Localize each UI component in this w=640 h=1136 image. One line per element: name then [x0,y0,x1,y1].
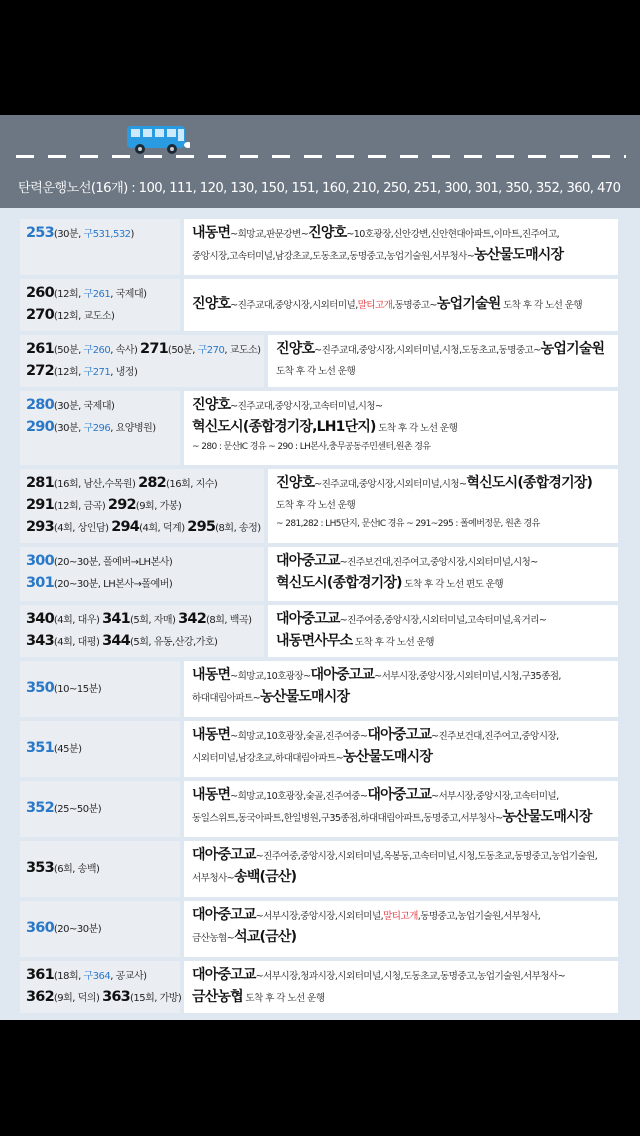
left-line [26,573,260,595]
left-line [26,361,260,383]
header-banner [0,115,640,208]
route-text: 농산물도매시장 [260,689,350,705]
route-path-cell [268,547,618,601]
route-text: , 속사) [110,345,141,356]
route-row [20,721,618,777]
route-numbers-cell [20,961,180,1013]
route-number: 294 [111,519,140,535]
left-line [26,473,260,495]
route-number: 343 [26,633,54,649]
route-text: 도착 후 각 노선 운행 [352,637,434,648]
route-numbers-cell [20,279,180,331]
right-line [192,245,614,267]
route-number: 360 [26,920,54,936]
route-numbers-cell [20,391,180,465]
route-path-cell [184,279,618,331]
route-text: 대아중고교 [192,907,256,923]
route-path-cell [184,901,618,957]
route-text: (45분) [53,744,82,755]
route-text: ~희망교,10호광장,숯골,진주여중~ [230,731,368,742]
route-number: 261 [26,341,54,357]
route-text: 진양호 [192,296,231,312]
route-text: 중앙시장,고속터미널,남강초교,도동초교,동명중고,농업기술원,서부청사~ [192,251,475,262]
route-text: (18회, [53,971,84,982]
left-line [26,987,182,1009]
route-text: 시외터미널,남강초교,하대대림아파트~ [192,753,344,764]
bus-route-poster [0,115,640,1020]
route-text: 동일스위트,동국아파트,한일병원,구35종점,하대대림아파트,동명중고,서부청사~ [192,813,503,824]
route-text: (16회, 남산,수목원) [53,479,139,490]
right-line [192,867,614,889]
route-text: , 교도소) [224,345,261,356]
route-text: , 공교사) [110,971,147,982]
route-number: 260 [26,285,54,301]
route-text: 진양호 [276,341,315,357]
route-text: (8회, 백곡) [206,615,252,626]
right-line [276,573,614,595]
right-line [192,665,614,687]
left-line [26,395,176,417]
right-line [192,927,614,949]
route-text: 하대대림아파트~ [192,693,261,704]
route-path-cell [184,661,618,717]
route-text: (15회, 가방) [129,993,182,1004]
route-text: 혁신도시(종합경기장) [276,575,402,591]
right-line [192,294,614,316]
left-line [26,495,260,517]
left-line [26,339,260,361]
route-text: ~진주교대,중앙시장,시외터미널,시청~ [314,479,467,490]
route-number: 292 [107,497,136,513]
left-line [26,417,176,439]
route-number: 342 [178,611,206,627]
route-table [20,219,618,1017]
route-number: 270 [26,307,54,323]
route-text: 내동면 [192,667,231,683]
route-numbers-cell [20,605,264,657]
route-text: ~서부시장,중앙시장,시외터미널,시청,구35종점, [374,671,561,682]
left-line [26,305,176,327]
route-text: 혁신도시(종합경기장) [466,475,593,491]
route-number: 351 [26,740,54,756]
route-text: ~진주여중,중앙시장,시외터미널,고속터미널,육거리~ [339,615,547,626]
route-number: 362 [26,989,54,1005]
route-number: 253 [26,225,54,241]
right-line [192,905,614,927]
route-text: 도착 후 각 노선 운행 [375,423,458,434]
route-text: 서부청사~ [192,873,235,884]
route-text: (4회, 상인담) [53,523,112,534]
route-text: , 냉정) [110,367,138,378]
right-line [192,395,614,417]
route-numbers-cell [20,661,180,717]
route-text: 대아중고교 [192,967,256,983]
right-line [192,725,614,747]
route-number: 293 [26,519,54,535]
right-line [276,339,614,361]
left-line [26,223,176,245]
route-text: 대아중고교 [367,787,432,803]
route-text: (9회, 가봉) [135,501,182,512]
route-text: (20~30분, 폴예버→LH본사) [53,557,173,568]
route-text: 도착 후 각 노선 운행 [276,500,356,511]
route-number: 290 [26,419,54,435]
route-text: 농산물도매시장 [474,247,564,263]
flexible-routes-list: 탄력운행노선(16개) : 100, 111, 120, 130, 150, 151, 160, 210, 250, 251, 300, 301, 350, 352, 360, 470 [18,181,621,196]
route-number: 344 [102,633,130,649]
route-text: , 요양병원) [110,423,156,434]
route-row [20,469,618,543]
route-row [20,605,618,657]
route-text: ~진주교대,중앙시장,시외터미널,시청,도동초교,동명중고~ [314,345,541,356]
route-text: 석교(금산) [234,929,297,945]
route-text: 농산물도매시장 [502,809,592,825]
left-line [26,858,176,880]
route-text: ~진주여중,중앙시장,시외터미널,옥봉동,고속터미널,시청,도동초교,동명중고,농업기술원, [255,851,598,862]
right-line [192,439,614,456]
right-line [192,987,614,1009]
route-text: 대아중고교 [276,611,340,627]
left-line [26,609,260,631]
route-text: ~희망교,10호광장~ [230,671,311,682]
route-row [20,841,618,897]
route-text: 구531,532 [83,229,131,240]
route-text: (8회, 송정) [215,523,261,534]
route-text: (6회, 송백) [53,864,100,875]
route-numbers-cell [20,841,180,897]
route-text: (4회, 대평) [53,637,103,648]
right-line [192,965,614,987]
route-text: (5회, 자매) [129,615,179,626]
route-path-cell [184,721,618,777]
route-path-cell [268,469,618,543]
route-text: ~ 281,282 : LH5단지, 문산IC 경유 ~ 291~295 : 폴예버정문, 원촌 경유 [276,519,540,529]
route-text: (30분, [53,423,84,434]
route-path-cell [184,219,618,275]
route-text: (20~30분) [53,924,102,935]
route-text: ,동명중고~ [392,300,437,311]
route-numbers-cell [20,335,264,387]
route-text: ~진주교대,중앙시장,고속터미널,시청~ [230,401,383,412]
left-line [26,738,176,760]
route-numbers-cell [20,547,264,601]
route-number: 301 [26,575,54,591]
route-text: 대아중고교 [310,667,375,683]
route-row [20,219,618,275]
route-text: 구271 [83,367,111,378]
route-path-cell [268,605,618,657]
left-line [26,283,176,305]
route-text: (30분, [53,229,84,240]
left-line [26,517,260,539]
road-dashes [16,155,626,158]
route-number: 341 [102,611,130,627]
route-text: (25~50분) [53,804,102,815]
route-text: ~진주보건대,진주여고,중앙시장, [431,731,559,742]
route-row [20,901,618,957]
route-number: 280 [26,397,54,413]
route-text: 내동면 [192,225,231,241]
route-text: 대아중고교 [276,553,340,569]
route-text: ~진주교대,중앙시장,시외터미널, [230,300,358,311]
route-text: ~서부시장,중앙시장,시외터미널, [255,911,384,922]
route-text: ~서부시장,중앙시장,고속터미널, [431,791,559,802]
left-line [26,798,176,820]
route-text: 구364 [83,971,111,982]
bus-icon [126,125,190,155]
left-line [26,918,176,940]
route-text: ~희망교,판문강변~ [230,229,309,240]
route-path-cell [184,961,618,1013]
route-text: (12회, [53,289,84,300]
route-number: 271 [140,341,168,357]
left-line [26,965,176,987]
route-path-cell [184,781,618,837]
route-text: (10~15분) [53,684,102,695]
left-line [26,551,260,573]
right-line [192,785,614,807]
route-text: 금산농협 [192,989,243,1005]
route-text: 말티고개 [357,300,393,311]
route-text: 도착 후 각 노선 운행 [500,300,583,311]
route-number: 361 [26,967,54,983]
route-row [20,335,618,387]
route-text: 말티고개 [383,911,418,922]
route-text: 농업기술원 [540,341,605,357]
route-text: (20~30분, LH본사→폴예버) [53,579,173,590]
route-text: (50분, [167,345,198,356]
route-row [20,781,618,837]
route-text: ) [130,229,134,240]
right-line [276,609,614,631]
route-numbers-cell [20,469,264,543]
route-text: 대아중고교 [367,727,432,743]
route-numbers-cell [20,721,180,777]
route-text: ~ 280 : 문산IC 경유 ~ 290 : LH본사,충무공동주민센터,원촌 경유 [192,442,431,452]
route-text: (9회, 덕의) [53,993,103,1004]
route-path-cell [184,841,618,897]
right-line [276,473,614,495]
route-text: 혁신도시(종합경기장,LH1단지) [192,419,376,435]
route-number: 300 [26,553,54,569]
right-line [192,747,614,769]
route-row [20,391,618,465]
right-line [276,516,614,533]
route-text: 진양호 [308,225,347,241]
route-text: 구296 [83,423,111,434]
route-row [20,547,618,601]
right-line [276,551,614,573]
route-text: 진양호 [276,475,315,491]
route-text: 내동면 [192,727,231,743]
route-text: (30분, 국제대) [53,401,115,412]
route-text: ~진주보건대,진주여고,중앙시장,시외터미널,시청~ [339,557,538,568]
route-text: 구270 [197,345,225,356]
route-text: 도착 후 각 노선 운행 [276,366,356,377]
route-text: 구260 [83,345,111,356]
route-row [20,961,618,1013]
route-number: 281 [26,475,54,491]
route-path-cell [268,335,618,387]
route-text: (12회, [53,367,84,378]
route-text: (16회, 지수) [165,479,218,490]
route-numbers-cell [20,219,180,275]
route-number: 353 [26,860,54,876]
route-text: 내동면사무소 [276,633,353,649]
route-text: 진양호 [192,397,231,413]
route-text: 농산물도매시장 [343,749,433,765]
route-number: 350 [26,680,54,696]
route-text: 도착 후 각 노선 편도 운행 [401,579,504,590]
right-line [276,631,614,653]
route-text: (12회, 금곡) [53,501,108,512]
route-text: (12회, 교도소) [53,311,115,322]
route-text: (4회, 덕계) [139,523,188,534]
route-text: ,동명중고,농업기술원,서부청사, [417,911,541,922]
right-line [192,687,614,709]
route-text: 농업기술원 [436,296,501,312]
route-numbers-cell [20,901,180,957]
route-number: 340 [26,611,54,627]
route-number: 272 [26,363,54,379]
route-row [20,279,618,331]
route-row [20,661,618,717]
route-text: 금산농협~ [192,933,235,944]
route-text: , 국제대) [110,289,147,300]
route-number: 291 [26,497,54,513]
route-text: ~희망교,10호광장,숯골,진주여중~ [230,791,368,802]
route-text: 구261 [83,289,111,300]
route-text: (50분, [53,345,84,356]
route-text: (5회, 유동,산강,가호) [129,637,218,648]
route-text: ~서부시장,청과시장,시외터미널,시청,도동초교,동명중고,농업기술원,서부청사~ [255,971,566,982]
route-number: 295 [187,519,216,535]
route-text: ~10호광장,신안강변,신안현대아파트,이마트,진주여고, [346,229,560,240]
route-number: 363 [102,989,130,1005]
route-number: 352 [26,800,54,816]
left-line [26,678,176,700]
right-line [276,495,614,516]
right-line [276,361,614,382]
route-number: 282 [138,475,166,491]
route-text: 내동면 [192,787,231,803]
right-line [192,223,614,245]
right-line [192,845,614,867]
route-path-cell [184,391,618,465]
route-text: 도착 후 각 노선 운행 [242,993,325,1004]
route-text: (4회, 대우) [53,615,103,626]
left-line [26,631,260,653]
route-text: 송백(금산) [234,869,297,885]
right-line [192,417,614,439]
route-numbers-cell [20,781,180,837]
route-text: 대아중고교 [192,847,256,863]
right-line [192,807,614,829]
